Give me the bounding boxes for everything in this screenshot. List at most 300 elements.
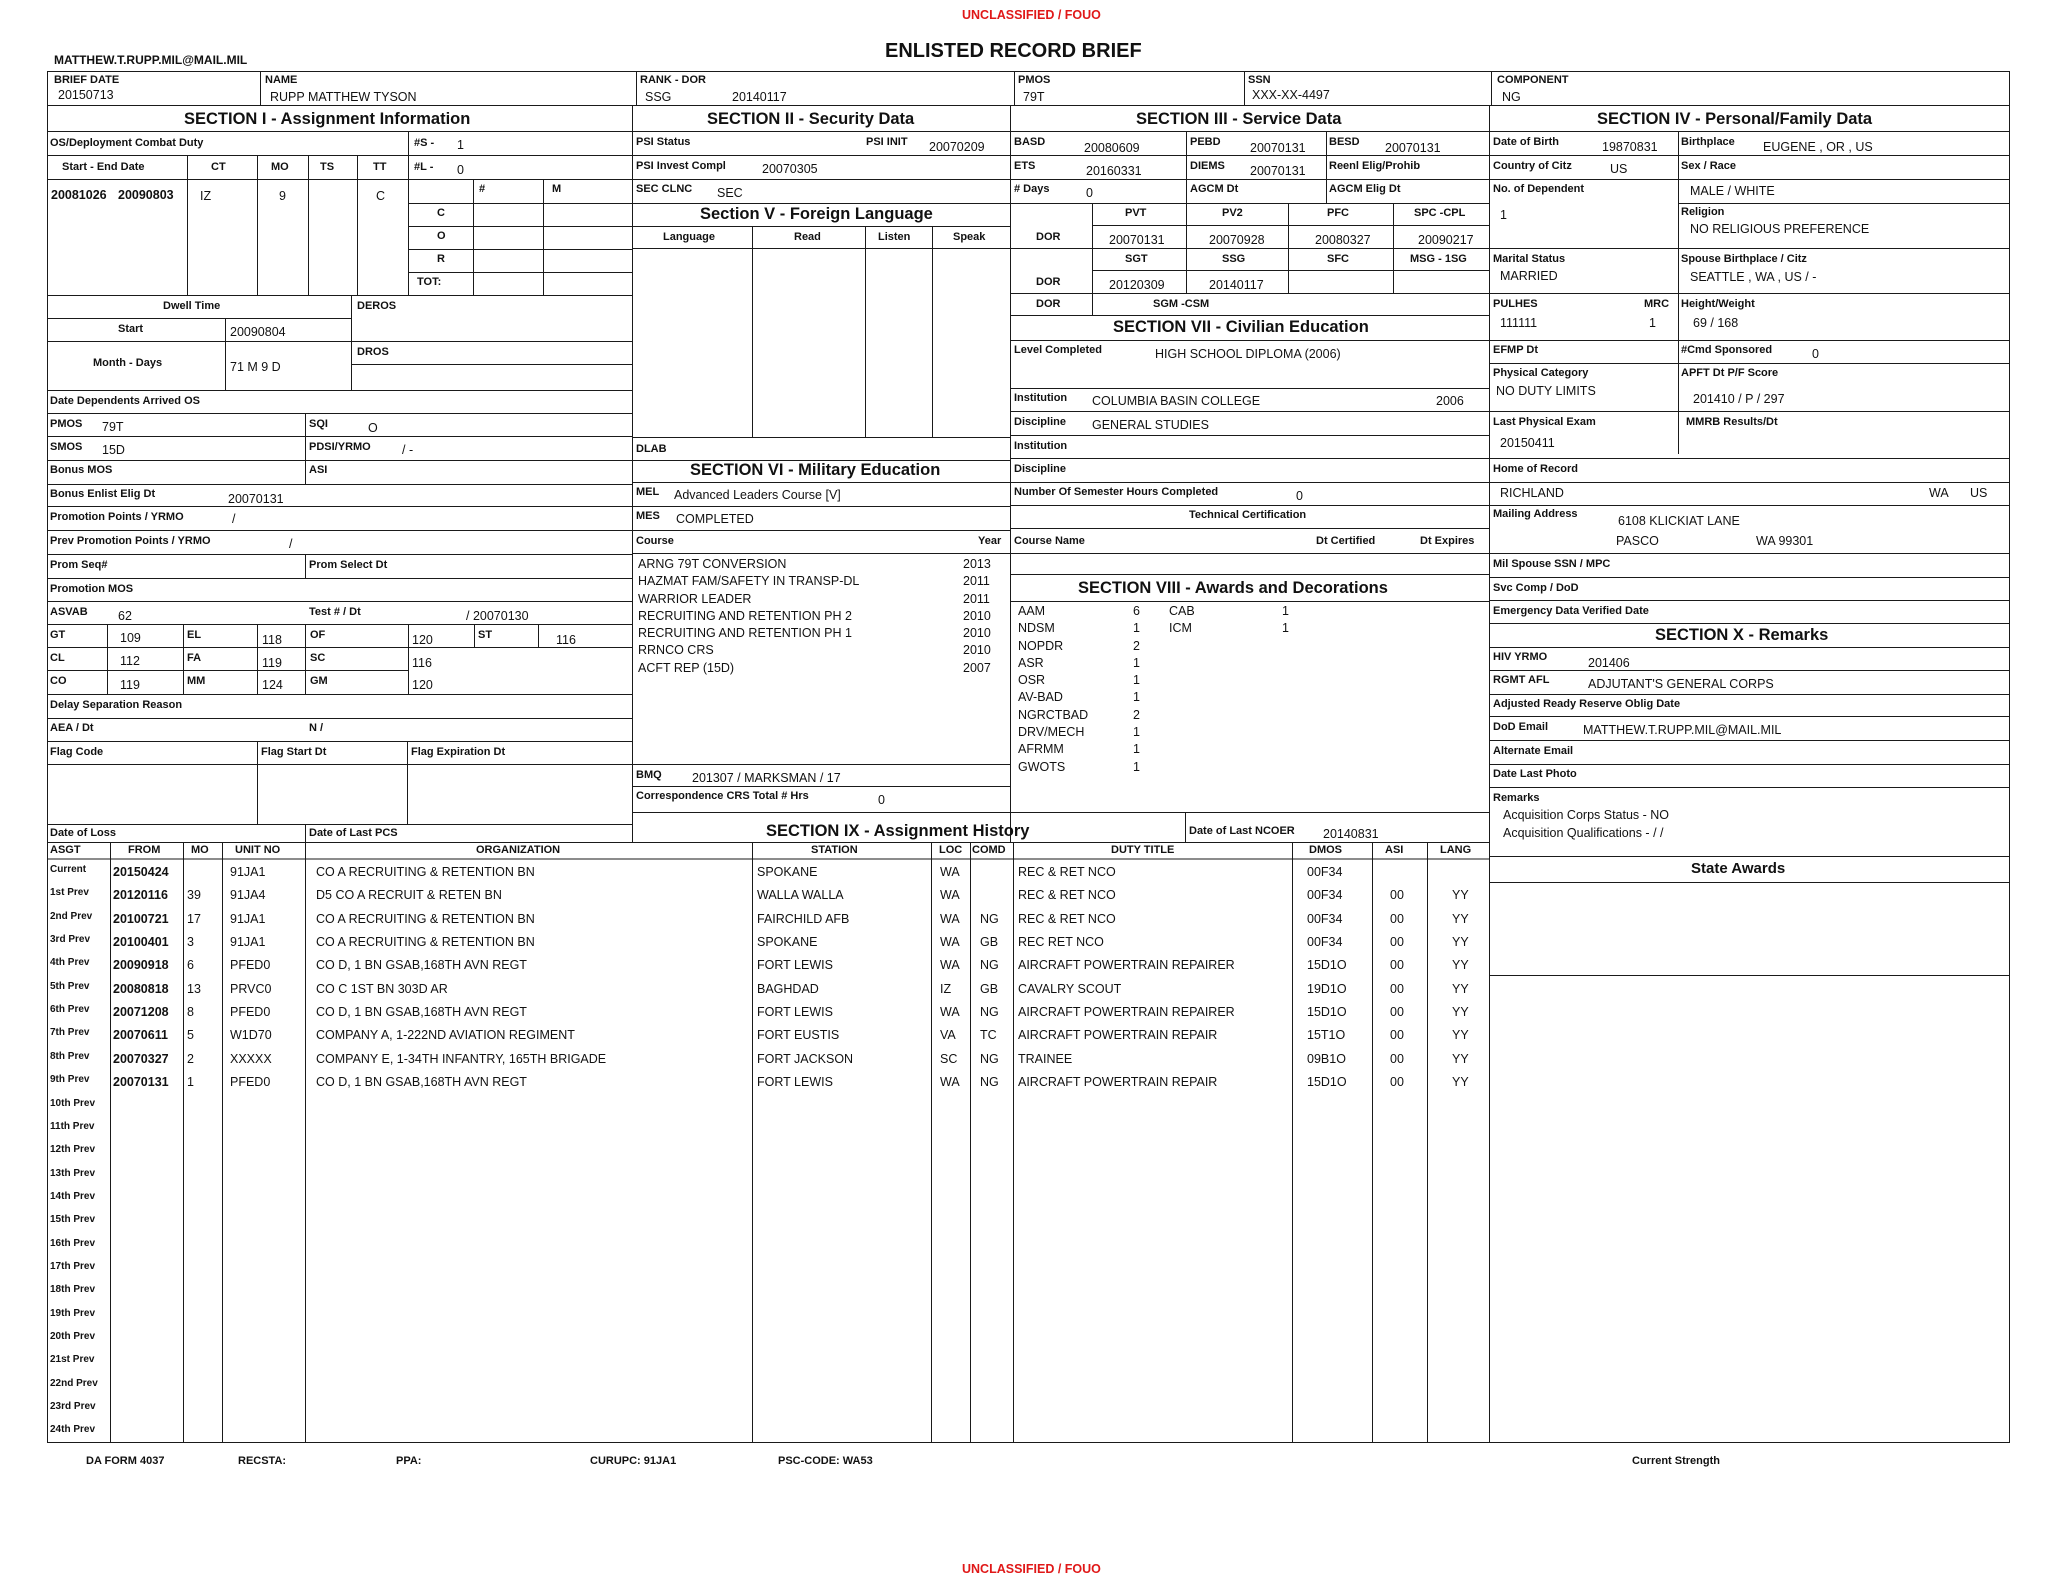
psi-init-label: PSI INIT xyxy=(866,136,908,148)
asgt-label: 17th Prev xyxy=(50,1260,96,1272)
sex-race-label: Sex / Race xyxy=(1681,160,1737,172)
bonus-mos-label: Bonus MOS xyxy=(50,464,113,476)
footer-ppa: PPA: xyxy=(396,1455,422,1467)
test-dt-value: / 20070130 xyxy=(466,609,529,623)
section-ii-title: SECTION II - Security Data xyxy=(707,110,915,128)
history-comd: GB xyxy=(980,981,999,996)
section-x-title: SECTION X - Remarks xyxy=(1655,626,1829,644)
dod-email-label: DoD Email xyxy=(1493,721,1549,733)
religion-value: NO RELIGIOUS PREFERENCE xyxy=(1690,222,1870,236)
award-count: 1 xyxy=(1133,655,1140,670)
history-comd: NG xyxy=(980,1005,999,1020)
adjusted-ready-label: Adjusted Ready Reserve Oblig Date xyxy=(1493,698,1681,710)
el-label: EL xyxy=(187,629,202,641)
pulhes-value: 111111 xyxy=(1500,316,1538,330)
footer-strength: Current Strength xyxy=(1632,1455,1720,1467)
classification-bottom: UNCLASSIFIED / FOUO xyxy=(962,1562,1101,1576)
prom-seq-label: Prom Seq# xyxy=(50,559,108,571)
col-mo: MO xyxy=(191,844,209,856)
dwell-time-label: Dwell Time xyxy=(163,300,221,312)
history-organization: CO D, 1 BN GSAB,168TH AVN REGT xyxy=(316,1075,527,1090)
tt-label: TT xyxy=(373,161,387,173)
spouse-value: SEATTLE , WA , US / - xyxy=(1690,270,1817,284)
history-asi: 00 xyxy=(1390,1028,1404,1043)
ets-label: ETS xyxy=(1014,160,1036,172)
award-name: AV-BAD xyxy=(1018,690,1063,705)
prev-promotion-value: / xyxy=(289,537,293,551)
history-lang: YY xyxy=(1452,981,1469,996)
mm-label: MM xyxy=(187,675,206,687)
history-unit-no: XXXXX xyxy=(230,1051,272,1066)
history-lang: YY xyxy=(1452,1075,1469,1090)
of-value: 120 xyxy=(412,633,433,647)
history-asi: 00 xyxy=(1390,1005,1404,1020)
mailing-label: Mailing Address xyxy=(1493,508,1578,520)
rgmt-value: ADJUTANT'S GENERAL CORPS xyxy=(1588,677,1774,691)
page-title: ENLISTED RECORD BRIEF xyxy=(885,40,1142,62)
asgt-label: 5th Prev xyxy=(50,980,90,992)
history-duty-title: AIRCRAFT POWERTRAIN REPAIRER xyxy=(1018,1005,1235,1020)
award-count: 1 xyxy=(1133,673,1140,688)
s-count-value: 1 xyxy=(457,138,464,152)
award-count: 1 xyxy=(1133,725,1140,740)
deployment-ct: IZ xyxy=(200,189,212,203)
l-count-value: 0 xyxy=(457,163,464,177)
institution-label-2: Institution xyxy=(1014,440,1068,452)
ssg-label: SSG xyxy=(1222,253,1246,265)
sqi-value: O xyxy=(368,421,378,435)
history-from: 20100721 xyxy=(113,911,169,926)
ssg-dor: 20140117 xyxy=(1209,278,1264,292)
history-asi: 00 xyxy=(1390,911,1404,926)
sex-race-value: MALE / WHITE xyxy=(1690,184,1775,198)
cmd-sponsored-label: #Cmd Sponsored xyxy=(1681,344,1773,356)
spc-dor: 20090217 xyxy=(1418,233,1474,247)
col-organization: ORGANIZATION xyxy=(476,844,561,856)
discipline-value: GENERAL STUDIES xyxy=(1092,418,1209,432)
history-station: SPOKANE xyxy=(757,935,818,950)
history-dmos: 00F34 xyxy=(1307,865,1343,879)
agcm-label: AGCM Dt xyxy=(1190,183,1239,195)
dor-label: DOR xyxy=(1036,231,1061,243)
history-lang: YY xyxy=(1452,1051,1469,1066)
course-year: 2010 xyxy=(963,608,991,623)
asgt-label: 6th Prev xyxy=(50,1004,90,1016)
award-name: ASR xyxy=(1018,655,1044,670)
institution-label: Institution xyxy=(1014,392,1068,404)
course-year: 2010 xyxy=(963,626,991,641)
award-count: 1 xyxy=(1133,759,1140,774)
course-year: 2007 xyxy=(963,660,991,675)
deployment-start: 20081026 xyxy=(51,188,107,202)
history-mo: 1 xyxy=(187,1075,194,1090)
history-station: FORT LEWIS xyxy=(757,958,833,973)
psi-init-value: 20070209 xyxy=(929,140,985,154)
c-label: C xyxy=(437,207,445,219)
history-from: 20150424 xyxy=(113,865,169,879)
history-asi: 00 xyxy=(1390,981,1404,996)
history-unit-no: 91JA1 xyxy=(230,911,266,926)
course-label: Course xyxy=(636,535,674,547)
name-label: NAME xyxy=(265,74,298,86)
history-unit-no: PFED0 xyxy=(230,1005,271,1020)
aea-value: N / xyxy=(309,722,324,734)
gm-label: GM xyxy=(310,675,328,687)
history-from: 20100401 xyxy=(113,935,169,950)
classification-top: UNCLASSIFIED / FOUO xyxy=(962,8,1101,22)
birthplace-label: Birthplace xyxy=(1681,136,1735,148)
promotion-points-label: Promotion Points / YRMO xyxy=(50,511,184,523)
of-label: OF xyxy=(310,629,326,641)
deros-label: DEROS xyxy=(357,300,397,312)
st-value: 116 xyxy=(556,633,576,647)
course-name: RRNCO CRS xyxy=(638,643,714,658)
asgt-label: 22nd Prev xyxy=(50,1377,98,1389)
asgt-label: 23rd Prev xyxy=(50,1401,96,1413)
prev-promotion-label: Prev Promotion Points / YRMO xyxy=(50,535,211,547)
section-ix-title: SECTION IX - Assignment History xyxy=(766,822,1030,840)
sec-clnc-value: SEC xyxy=(717,186,743,200)
history-duty-title: REC RET NCO xyxy=(1018,935,1104,950)
basd-value: 20080609 xyxy=(1084,141,1140,155)
history-comd: NG xyxy=(980,1075,999,1090)
home-record-country: US xyxy=(1970,486,1988,500)
pv2-dor: 20070928 xyxy=(1209,233,1265,247)
brief-date-value: 20150713 xyxy=(58,88,114,102)
spouse-label: Spouse Birthplace / Citz xyxy=(1681,253,1807,265)
history-duty-title: REC & RET NCO xyxy=(1018,865,1116,879)
section-iii-title: SECTION III - Service Data xyxy=(1136,110,1342,128)
besd-value: 20070131 xyxy=(1385,141,1441,155)
msg-label: MSG - 1SG xyxy=(1410,253,1467,265)
mailing-state: WA 99301 xyxy=(1756,534,1814,548)
dependents-arrived-label: Date Dependents Arrived OS xyxy=(50,395,200,407)
cmd-sponsored-value: 0 xyxy=(1812,347,1819,361)
history-loc: VA xyxy=(940,1028,956,1043)
days-label: # Days xyxy=(1014,183,1050,195)
history-loc: WA xyxy=(940,1075,960,1090)
mes-label: MES xyxy=(636,510,660,522)
language-label: Language xyxy=(663,231,715,243)
pmos-label: PMOS xyxy=(1018,74,1051,86)
asgt-label: 18th Prev xyxy=(50,1284,96,1296)
dt-expires-label: Dt Expires xyxy=(1420,535,1475,547)
technical-cert-label: Technical Certification xyxy=(1189,509,1307,521)
history-comd: NG xyxy=(980,958,999,973)
history-duty-title: REC & RET NCO xyxy=(1018,911,1116,926)
asgt-label: 7th Prev xyxy=(50,1027,90,1039)
award-name: NDSM xyxy=(1018,621,1055,636)
course-year: 2011 xyxy=(963,574,990,589)
history-dmos: 15D1O xyxy=(1307,1075,1347,1090)
history-asi: 00 xyxy=(1390,958,1404,973)
section-v-title: Section V - Foreign Language xyxy=(700,205,933,223)
section-vi-title: SECTION VI - Military Education xyxy=(690,461,941,479)
history-organization: CO C 1ST BN 303D AR xyxy=(316,981,448,996)
asgt-label: 9th Prev xyxy=(50,1074,90,1086)
history-from: 20120116 xyxy=(113,888,168,903)
history-duty-title: AIRCRAFT POWERTRAIN REPAIRER xyxy=(1018,958,1235,973)
history-station: FORT LEWIS xyxy=(757,1075,833,1090)
deployment-tt: C xyxy=(376,189,386,203)
col-asgt: ASGT xyxy=(50,844,81,856)
sec-clnc-label: SEC CLNC xyxy=(636,183,693,195)
history-unit-no: PRVC0 xyxy=(230,981,272,996)
remark-2: Acquisition Qualifications - / / xyxy=(1503,826,1664,840)
mil-spouse-label: Mil Spouse SSN / MPC xyxy=(1493,558,1611,570)
history-comd: NG xyxy=(980,1051,999,1066)
course-name: ACFT REP (15D) xyxy=(638,660,735,675)
asgt-label: 1st Prev xyxy=(50,887,89,899)
discipline-label-2: Discipline xyxy=(1014,463,1066,475)
award-count: 1 xyxy=(1282,621,1289,636)
history-station: FAIRCHILD AFB xyxy=(757,911,850,926)
marital-value: MARRIED xyxy=(1500,269,1558,283)
hiv-label: HIV YRMO xyxy=(1493,651,1548,663)
dependents-value: 1 xyxy=(1500,208,1507,222)
psi-status-label: PSI Status xyxy=(636,136,691,148)
gm-value: 120 xyxy=(412,678,433,692)
asgt-label: 2nd Prev xyxy=(50,910,93,922)
history-loc: WA xyxy=(940,1005,960,1020)
sfc-label: SFC xyxy=(1327,253,1349,265)
physical-category-value: NO DUTY LIMITS xyxy=(1496,384,1596,398)
semester-hours-value: 0 xyxy=(1296,489,1303,503)
award-name: NOPDR xyxy=(1018,638,1064,653)
history-lang: YY xyxy=(1452,1028,1469,1043)
history-loc: WA xyxy=(940,958,960,973)
col-dmos: DMOS xyxy=(1309,844,1342,856)
history-duty-title: TRAINEE xyxy=(1018,1051,1073,1066)
award-count: 6 xyxy=(1133,604,1140,618)
asgt-label: 19th Prev xyxy=(50,1307,96,1319)
award-count: 1 xyxy=(1133,621,1140,636)
mo-label: MO xyxy=(271,161,289,173)
course-name: WARRIOR LEADER xyxy=(638,591,752,606)
history-organization: CO A RECRUITING & RETENTION BN xyxy=(316,935,535,950)
diems-label: DIEMS xyxy=(1190,160,1225,172)
history-from: 20090918 xyxy=(113,958,169,973)
col-station: STATION xyxy=(811,844,858,856)
fa-value: 119 xyxy=(262,656,282,670)
history-lang: YY xyxy=(1452,1005,1469,1020)
svc-comp-label: Svc Comp / DoD xyxy=(1493,582,1579,594)
mailing-city: PASCO xyxy=(1616,534,1659,548)
history-organization: D5 CO A RECRUIT & RETEN BN xyxy=(316,888,502,903)
pdsi-value: / - xyxy=(402,443,414,457)
history-organization: CO D, 1 BN GSAB,168TH AVN REGT xyxy=(316,1005,527,1020)
course-name: ARNG 79T CONVERSION xyxy=(638,557,787,571)
dod-email-value: MATTHEW.T.RUPP.MIL@MAIL.MIL xyxy=(1583,723,1782,737)
smos-label: SMOS xyxy=(50,441,83,453)
agcm-elig-label: AGCM Elig Dt xyxy=(1329,183,1401,195)
history-unit-no: 91JA4 xyxy=(230,888,266,903)
co-label: CO xyxy=(50,675,67,687)
history-unit-no: PFED0 xyxy=(230,958,271,973)
level-completed-value: HIGH SCHOOL DIPLOMA (2006) xyxy=(1155,347,1341,361)
section-vii-title: SECTION VII - Civilian Education xyxy=(1113,318,1369,336)
asgt-label: 8th Prev xyxy=(50,1050,90,1062)
history-lang: YY xyxy=(1452,911,1469,926)
dwell-start-value: 20090804 xyxy=(230,325,286,339)
history-mo: 5 xyxy=(187,1028,194,1043)
award-count: 1 xyxy=(1282,604,1289,618)
birthplace-value: EUGENE , OR , US xyxy=(1763,140,1873,154)
history-dmos: 09B1O xyxy=(1307,1051,1346,1066)
history-station: FORT LEWIS xyxy=(757,1005,833,1020)
ssn-value: XXX-XX-4497 xyxy=(1252,88,1330,102)
date-last-photo-label: Date Last Photo xyxy=(1493,768,1577,780)
history-mo: 8 xyxy=(187,1005,194,1020)
col-asi: ASI xyxy=(1385,844,1404,856)
col-lang: LANG xyxy=(1440,844,1472,856)
bmq-label: BMQ xyxy=(636,769,662,781)
home-record-state: WA xyxy=(1929,486,1949,500)
col-comd: COMD xyxy=(972,844,1006,856)
footer-curupc: CURUPC: 91JA1 xyxy=(590,1455,677,1467)
besd-label: BESD xyxy=(1329,136,1360,148)
footer-psc: PSC-CODE: WA53 xyxy=(778,1455,873,1467)
delay-separation-label: Delay Separation Reason xyxy=(50,699,183,711)
cl-label: CL xyxy=(50,652,65,664)
institution-year: 2006 xyxy=(1436,394,1464,408)
asgt-label: 10th Prev xyxy=(50,1097,96,1109)
days-value: 0 xyxy=(1086,186,1093,200)
award-name: DRV/MECH xyxy=(1018,725,1085,740)
religion-label: Religion xyxy=(1681,206,1725,218)
col-from: FROM xyxy=(128,844,161,856)
alternate-email-label: Alternate Email xyxy=(1493,745,1574,757)
bonus-enlist-value: 20070131 xyxy=(228,492,284,506)
sgt-dor: 20120309 xyxy=(1109,278,1165,292)
mailing-line1: 6108 KLICKIAT LANE xyxy=(1618,514,1740,528)
history-mo: 13 xyxy=(187,981,201,996)
mm-value: 124 xyxy=(262,678,283,692)
tot-label: TOT: xyxy=(417,276,442,288)
course-name: RECRUITING AND RETENTION PH 1 xyxy=(638,626,852,641)
sgm-label: SGM -CSM xyxy=(1153,298,1210,310)
award-count: 1 xyxy=(1133,690,1140,705)
course-name: HAZMAT FAM/SAFETY IN TRANSP-DL xyxy=(638,574,860,589)
sqi-label: SQI xyxy=(309,418,328,430)
history-loc: WA xyxy=(940,911,960,926)
history-unit-no: W1D70 xyxy=(230,1028,272,1043)
correspondence-value: 0 xyxy=(878,793,885,807)
dt-certified-label: Dt Certified xyxy=(1316,535,1376,547)
history-dmos: 00F34 xyxy=(1307,935,1343,950)
history-station: SPOKANE xyxy=(757,865,818,879)
ts-label: TS xyxy=(320,161,335,173)
asgt-label: 11th Prev xyxy=(50,1120,95,1132)
mrc-value: 1 xyxy=(1649,316,1656,330)
history-station: BAGHDAD xyxy=(757,981,819,996)
psi-invest-value: 20070305 xyxy=(762,162,818,176)
mes-value: COMPLETED xyxy=(676,512,754,526)
history-lang: YY xyxy=(1452,888,1469,903)
pfc-dor: 20080327 xyxy=(1315,233,1371,247)
institution-value: COLUMBIA BASIN COLLEGE xyxy=(1092,394,1261,408)
physical-category-label: Physical Category xyxy=(1493,367,1589,379)
history-from: 20080818 xyxy=(113,981,169,996)
asgt-label: 15th Prev xyxy=(50,1214,96,1226)
col-loc: LOC xyxy=(939,844,963,856)
brief-date-label: BRIEF DATE xyxy=(54,74,120,86)
emergency-data-label: Emergency Data Verified Date xyxy=(1493,605,1649,617)
dob-value: 19870831 xyxy=(1602,140,1658,154)
m-label: M xyxy=(552,183,562,195)
ets-value: 20160331 xyxy=(1086,164,1142,178)
l-count-label: #L - xyxy=(414,161,434,173)
spc-label: SPC -CPL xyxy=(1414,207,1466,219)
home-record-city: RICHLAND xyxy=(1500,486,1564,500)
remarks-label: Remarks xyxy=(1493,792,1540,804)
history-comd: GB xyxy=(980,935,999,950)
award-count: 2 xyxy=(1133,707,1140,722)
mmrb-label: MMRB Results/Dt xyxy=(1686,416,1778,428)
ct-label: CT xyxy=(211,161,226,173)
history-dmos: 00F34 xyxy=(1307,888,1343,903)
apft-value: 201410 / P / 297 xyxy=(1693,392,1785,406)
gt-label: GT xyxy=(50,629,66,641)
asgt-label: Current xyxy=(50,864,87,875)
asgt-label: 3rd Prev xyxy=(50,934,91,946)
pulhes-label: PULHES xyxy=(1493,298,1538,310)
listen-label: Listen xyxy=(878,231,911,243)
history-organization: CO A RECRUITING & RETENTION BN xyxy=(316,865,535,879)
ssn-label: SSN xyxy=(1248,74,1271,86)
history-loc: SC xyxy=(940,1051,958,1066)
asgt-label: 13th Prev xyxy=(50,1167,96,1179)
award-name: AFRMM xyxy=(1018,742,1064,757)
pmos-s1-value: 79T xyxy=(102,420,124,434)
section-i-title: SECTION I - Assignment Information xyxy=(184,110,471,128)
dependents-label: No. of Dependent xyxy=(1493,183,1585,195)
asi-s1-label: ASI xyxy=(309,464,328,476)
history-asi: 00 xyxy=(1390,1051,1404,1066)
award-name: OSR xyxy=(1018,673,1046,688)
section-viii-title: SECTION VIII - Awards and Decorations xyxy=(1078,579,1388,597)
promotion-points-value: / xyxy=(232,512,236,526)
dwell-start-label: Start xyxy=(118,323,144,335)
course-year: 2011 xyxy=(963,591,990,606)
dor-label-3: DOR xyxy=(1036,298,1061,310)
aea-label: AEA / Dt xyxy=(50,722,94,734)
os-deployment-label: OS/Deployment Combat Duty xyxy=(50,137,204,149)
asvab-label: ASVAB xyxy=(50,606,88,618)
bonus-enlist-label: Bonus Enlist Elig Dt xyxy=(50,488,156,500)
bmq-value: 201307 / MARKSMAN / 17 xyxy=(692,771,841,785)
asvab-value: 62 xyxy=(118,609,132,623)
date-pcs-label: Date of Last PCS xyxy=(309,827,398,839)
history-mo: 39 xyxy=(187,888,201,903)
history-asi: 00 xyxy=(1390,935,1404,950)
pebd-value: 20070131 xyxy=(1250,141,1306,155)
history-dmos: 15T1O xyxy=(1307,1028,1346,1043)
flag-code-label: Flag Code xyxy=(50,746,104,758)
history-mo: 6 xyxy=(187,958,194,973)
dor-value: 20140117 xyxy=(732,90,787,104)
award-name: ICM xyxy=(1169,621,1192,636)
s-count-label: #S - xyxy=(414,137,435,149)
history-duty-title: AIRCRAFT POWERTRAIN REPAIR xyxy=(1018,1028,1218,1043)
correspondence-label: Correspondence CRS Total # Hrs xyxy=(636,790,809,802)
month-days-label: Month - Days xyxy=(93,357,163,369)
last-physical-value: 20150411 xyxy=(1500,436,1555,450)
history-loc: WA xyxy=(940,888,960,903)
date-loss-label: Date of Loss xyxy=(50,827,117,839)
prom-select-label: Prom Select Dt xyxy=(309,559,388,571)
award-count: 1 xyxy=(1133,742,1140,757)
